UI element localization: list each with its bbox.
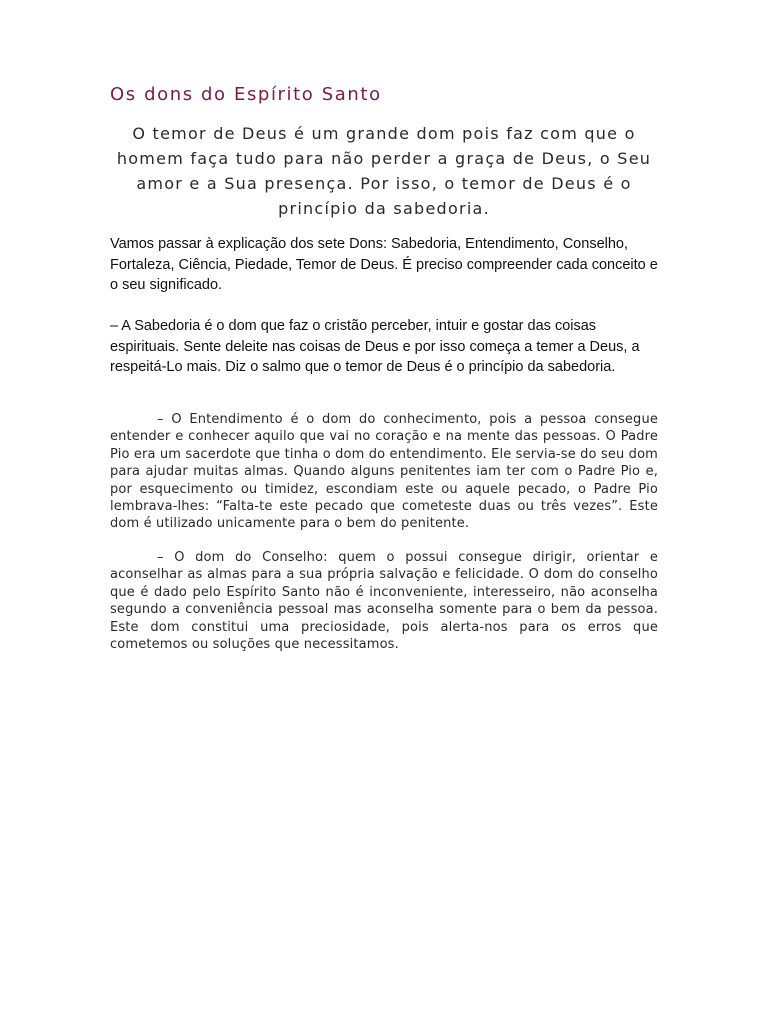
- body-paragraph: – A Sabedoria é o dom que faz o cristão perceber, intuir e gostar das coisas espirituais. Sente deleite nas coisas de Deus e por isso começa a temer a Deus, a respeitá-Lo mais. Diz o salmo que o temor de Deus é o princípio da sabedoria.: [110, 318, 640, 376]
- paragraph-text: – O dom do Conselho: quem o possui consegue dirigir, orientar e aconselhar as almas para a sua própria salvação e felicidade. O dom do conselho que é dado pelo Espírito Santo não é inconveniente, interesseiro, não aconselha segundo a conveniência pessoal mas aconselha somente para o bem da pessoa. Este dom constitui uma preciosidade, pois alerta-nos para os erros que cometemos ou soluções que necessitamos.: [110, 550, 658, 653]
- body-paragraph: [110, 549, 658, 653]
- body-paragraph: Vamos passar à explicação dos sete Dons: Sabedoria, Entendimento, Conselho, Fortaleza, Ciência, Piedade, Temor de Deus. É preciso compreender cada conceito e o seu significado.: [110, 236, 658, 294]
- body-paragraph: [110, 411, 658, 533]
- document-title: Os dons do Espírito Santo: [110, 84, 382, 105]
- lead-paragraph: O temor de Deus é um grande dom pois faz com que o homem faça tudo para não perder a graça de Deus, o Seu amor e a Sua presença. Por isso, o temor de Deus é o princípio da sabedoria.: [116, 124, 652, 218]
- paragraph-text: – O Entendimento é o dom do conhecimento, pois a pessoa consegue entender e conhecer aquilo que vai no coração e na mente das pessoas. O Padre Pio era um sacerdote que tinha o dom do entendimento. Ele servia-se do seu dom para ajudar muitas almas. Quando alguns penitentes iam ter com o Padre Pio e, por esquecimento ou timidez, escondiam este ou aquele pecado, o Padre Pio lembrava-lhes: “Falta-te este pecado que cometeste duas ou três vezes”. Este dom é utilizado unicamente para o bem do penitente.: [110, 412, 658, 532]
